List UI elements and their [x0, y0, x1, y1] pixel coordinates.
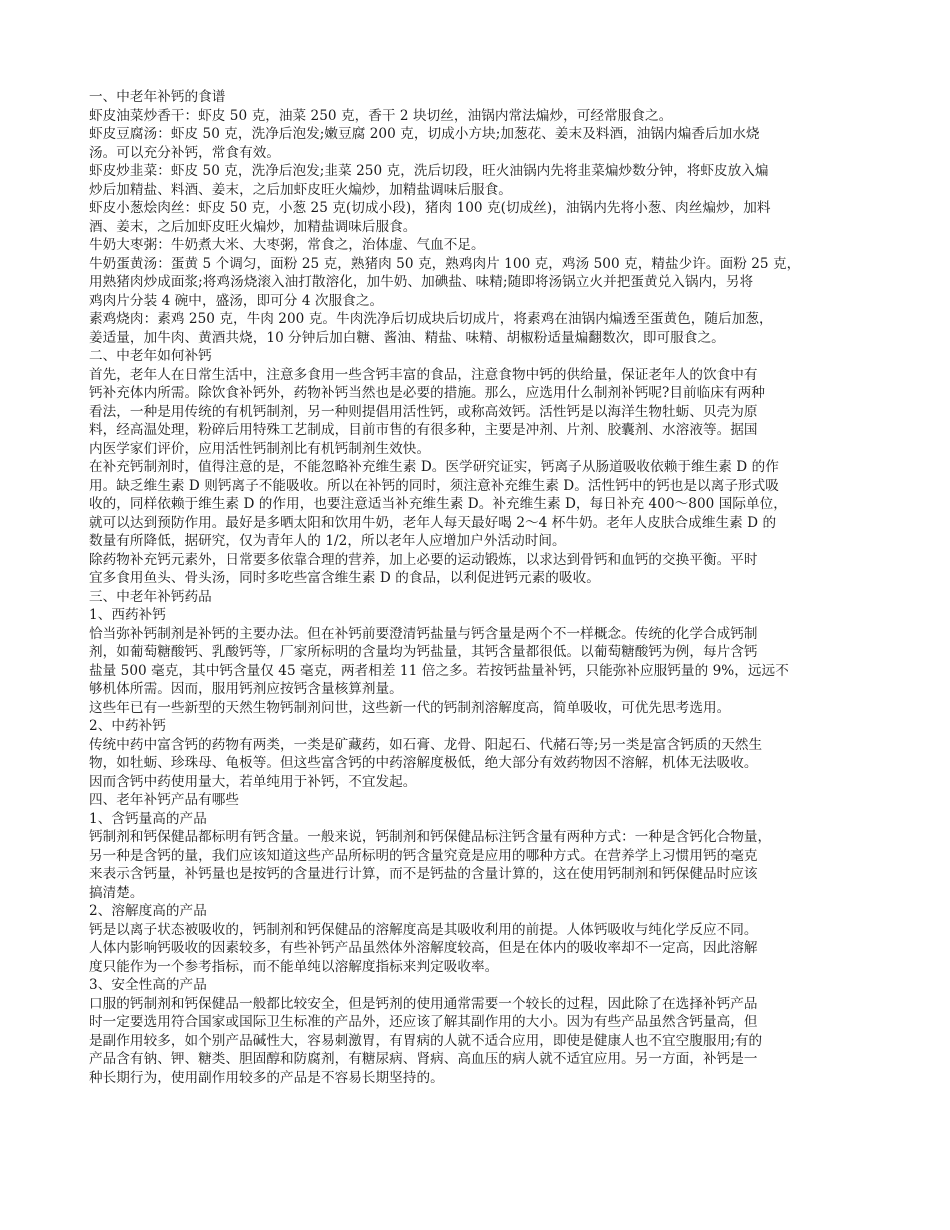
- paragraph: [89, 551, 864, 588]
- text-line: 虾皮豆腐汤：虾皮 50 克，洗净后泡发;嫩豆腐 200 克，切成小方块;加葱花、姜末及料酒，油锅内煸香后加水烧: [89, 126, 760, 142]
- paragraph: [89, 236, 864, 255]
- text-line: 传统中药中富含钙的药物有两类，一类是矿藏药，如石膏、龙骨、阳起石、代赭石等;另一类是富含钙质的天然生: [89, 736, 763, 753]
- text-line: 二、中老年如何补钙: [89, 348, 212, 364]
- paragraph: [89, 255, 864, 311]
- text-line: 口服的钙制剂和钙保健品一般都比较安全，但是钙剂的使用通常需要一个较长的过程，因此除了在选择补钙产品: [89, 995, 758, 1012]
- text-line: 虾皮油菜炒香干：虾皮 50 克，油菜 250 克，香干 2 块切丝，油锅内常法煸炒，可经常服食之。: [89, 107, 673, 124]
- text-line: 一、中老年补钙的食谱: [89, 89, 226, 105]
- text-line: 用熟猪肉炒成面浆;将鸡汤烧滚入油打散溶化，加牛奶、加碘盐、味精;随即将汤锅立火并把蛋黄兑入锅内，另将: [89, 274, 754, 290]
- text-line: 人体内影响钙吸收的因素较多，有些补钙产品虽然体外溶解度较高，但是在体内的吸收率却不一定高，因此溶解: [89, 940, 758, 956]
- text-line: 收的，同样依赖于维生素 D 的作用，也要注意适当补充维生素 D。补充维生素 D，每日补充 400～800 国际单位，: [89, 496, 787, 512]
- text-line: 虾皮小葱烩肉丝：虾皮 50 克，小葱 25 克(切成小段)，猪肉 100 克(切成丝)，油锅内先将小葱、肉丝煸炒，加料: [89, 200, 771, 216]
- paragraph: [89, 625, 864, 699]
- section-heading: [89, 976, 864, 995]
- text-line: 用。缺乏维生素 D 则钙离子不能吸收。所以在补钙的同时，须注意补充维生素 D。活性钙中的钙也是以离子形式吸: [89, 477, 779, 494]
- section-heading: [89, 810, 864, 829]
- text-line: 四、老年补钙产品有哪些: [89, 792, 240, 808]
- text-line: 数量有所降低，据研究，仅为青年人的 1/2，所以老年人应增加户外活动时间。: [89, 533, 566, 549]
- paragraph: [89, 699, 864, 718]
- text-line: 三、中老年补钙药品: [89, 588, 212, 605]
- paragraph: [89, 162, 864, 199]
- paragraph: [89, 458, 864, 551]
- paragraph: [89, 366, 864, 459]
- paragraph: [89, 310, 864, 347]
- text-line: 剂，如葡萄糖酸钙、乳酸钙等，厂家所标明的含量均为钙盐量，其钙含量都很低。以葡萄糖酸钙为例，每片含钙: [89, 644, 758, 660]
- text-line: 钙是以离子状态被吸收的，钙制剂和钙保健品的溶解度高是其吸收利用的前提。人体钙吸收与纯化学反应不同。: [89, 921, 758, 938]
- text-line: 钙制剂和钙保健品都标明有钙含量。一般来说，钙制剂和钙保健品标注钙含量有两种方式：一种是含钙化合物量，: [89, 829, 772, 845]
- text-line: 够机体所需。因而，服用钙剂应按钙含量核算剂量。: [89, 681, 403, 697]
- text-line: 牛奶蛋黄汤：蛋黄 5 个调匀，面粉 25 克，熟猪肉 50 克，熟鸡肉片 100 克，鸡汤 500 克，精盐少许。面粉 25 克，: [89, 255, 801, 272]
- text-line: 搞清楚。: [89, 884, 144, 901]
- text-line: 牛奶大枣粥：牛奶煮大米、大枣粥，常食之，治体虚、气血不足。: [89, 237, 485, 253]
- text-line: 1、含钙量高的产品: [89, 810, 207, 827]
- section-heading: [89, 88, 864, 107]
- section-heading: [89, 902, 864, 921]
- text-line: 宜多食用鱼头、骨头汤，同时多吃些富含维生素 D 的食品，以利促进钙元素的吸收。: [89, 570, 600, 586]
- paragraph: [89, 828, 864, 902]
- paragraph: [89, 995, 864, 1088]
- text-line: 另一种是含钙的量，我们应该知道这些产品所标明的钙含量究竟是应用的哪种方式。在营养学上习惯用钙的毫克: [89, 847, 758, 864]
- text-line: 鸡肉片分装 4 碗中，盛汤，即可分 4 次服食之。: [89, 292, 384, 309]
- section-heading: [89, 588, 864, 607]
- paragraph: [89, 921, 864, 977]
- text-line: 产品含有钠、钾、糖类、胆固醇和防腐剂，有糖尿病、肾病、高血压的病人就不适宜应用。另一方面，补钙是一: [89, 1051, 758, 1067]
- text-line: 虾皮炒韭菜：虾皮 50 克，洗净后泡发;韭菜 250 克，洗后切段，旺火油锅内先将韭菜煸炒数分钟，将虾皮放入煸: [89, 163, 769, 179]
- section-heading: [89, 347, 864, 366]
- text-line: 来表示含钙量，补钙量也是按钙的含量进行计算，而不是钙盐的含量计算的，这在使用钙制剂和钙保健品时应该: [89, 866, 758, 882]
- text-line: 时一定要选用符合国家或国际卫生标准的产品外，还应该了解其副作用的大小。因为有些产品虽然含钙量高，但: [89, 1014, 758, 1030]
- text-line: 姜适量，加牛肉、黄酒共烧，10 分钟后加白糖、酱油、精盐、味精、胡椒粉适量煸翻数次，即可服食之。: [89, 329, 725, 346]
- section-heading: [89, 791, 864, 810]
- text-line: 因而含钙中药使用量大，若单纯用于补钙，不宜发起。: [89, 773, 417, 790]
- text-line: 盐量 500 毫克，其中钙含量仅 45 毫克，两者相差 11 倍之多。若按钙盐量补钙，只能弥补应服钙量的 9%，远远不: [89, 662, 789, 679]
- section-heading: [89, 717, 864, 736]
- text-line: 就可以达到预防作用。最好是多晒太阳和饮用牛奶，老年人每天最好喝 2～4 杯牛奶。老年人皮肤合成维生素 D 的: [89, 514, 777, 531]
- text-line: 这些年已有一些新型的天然生物钙制剂问世，这些新一代的钙制剂溶解度高，简单吸收，可优先思考选用。: [89, 699, 731, 716]
- text-line: 度只能作为一个参考指标，而不能单纯以溶解度指标来判定吸收率。: [89, 958, 499, 975]
- text-line: 钙补充体内所需。除饮食补钙外，药物补钙当然也是必要的措施。那么，应选用什么制剂补钙呢?目前临床有两种: [89, 385, 765, 401]
- text-line: 素鸡烧肉：素鸡 250 克，牛肉 200 克。牛肉洗净后切成块后切成片，将素鸡在油锅内煸透至蛋黄色，随后加葱，: [89, 311, 773, 327]
- text-line: 2、溶解度高的产品: [89, 903, 207, 919]
- text-line: 种长期行为，使用副作用较多的产品是不容易长期坚持的。: [89, 1069, 444, 1086]
- text-line: 酒、姜末，之后加虾皮旺火煸炒，加精盐调味后服食。: [89, 218, 417, 235]
- text-line: 内医学家们评价，应用活性钙制剂比有机钙制剂生效快。: [89, 440, 431, 457]
- text-line: 除药物补充钙元素外，日常要多依靠合理的营养，加上必要的运动锻炼，以求达到骨钙和血钙的交换平衡。平时: [89, 551, 758, 568]
- text-line: 看法，一种是用传统的有机钙制剂，另一种则提倡用活性钙，或称高效钙。活性钙是以海洋生物牡蛎、贝壳为原: [89, 403, 758, 420]
- paragraph: [89, 736, 864, 792]
- text-line: 1、西药补钙: [89, 607, 166, 623]
- text-line: 物，如牡蛎、珍珠母、龟板等。但这些富含钙的中药溶解度极低，绝大部分有效药物因不溶解，机体无法吸收。: [89, 755, 758, 771]
- text-line: 是副作用较多，如个别产品碱性大，容易刺激胃，有胃病的人就不适合应用，即使是健康人也不宜空腹服用;有的: [89, 1032, 763, 1049]
- section-heading: [89, 606, 864, 625]
- paragraph: [89, 107, 864, 126]
- paragraph: [89, 199, 864, 236]
- text-line: 恰当弥补钙制剂是补钙的主要办法。但在补钙前要澄清钙盐量与钙含量是两个不一样概念。传统的化学合成钙制: [89, 625, 758, 642]
- text-line: 首先，老年人在日常生活中，注意多食用一些含钙丰富的食品，注意食物中钙的供给量，保证老年人的饮食中有: [89, 366, 758, 383]
- text-line: 2、中药补钙: [89, 718, 166, 734]
- text-line: 料，经高温处理，粉碎后用特殊工艺制成，目前市售的有很多种，主要是冲剂、片剂、胶囊剂、水溶液等。据国: [89, 422, 758, 438]
- text-line: 汤。可以充分补钙，常食有效。: [89, 144, 281, 161]
- paragraph: [89, 125, 864, 162]
- text-line: 炒后加精盐、料酒、姜末，之后加虾皮旺火煸炒，加精盐调味后服食。: [89, 181, 512, 198]
- text-line: 3、安全性高的产品: [89, 977, 207, 993]
- text-line: 在补充钙制剂时，值得注意的是，不能忽略补充维生素 D。医学研究证实，钙离子从肠道吸收依赖于维生素 D 的作: [89, 459, 779, 475]
